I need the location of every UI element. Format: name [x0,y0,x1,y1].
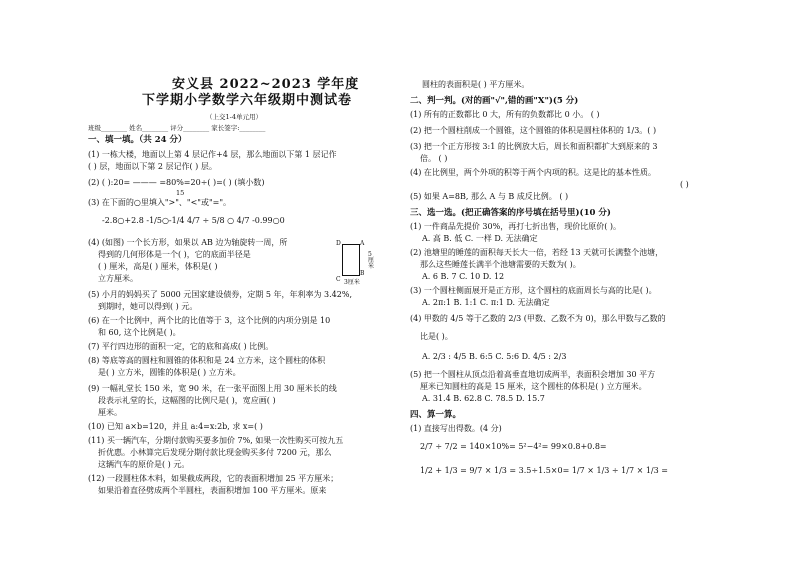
judge-2: (2) 把一个圆柱削成一个圆锥，这个圆锥的体积是圆柱体积的 1/3。( ) [410,126,657,135]
vertex-a-label: A [360,240,365,247]
q5-line-a: (5) 小月的妈妈买了 5000 元国家建设债券，定期 5 年，年利率为 3.42%, [88,290,352,299]
student-info-line: 班级________ 姓名________ 评分________ 家长签字:________ [88,124,266,132]
q10-line: (10) 已知 a×b=120，并且 a:4=x:2b, 求 x=( ) [88,422,263,431]
judge-1: (1) 所有的正数都比 0 大，所有的负数都比 0 小。 ( ) [410,110,600,119]
exam-scope: （上交1-4单元用） [206,113,262,121]
judge-4-b: ( ) [680,180,689,189]
q11-line-b: 折优惠。小林算完后发现分期付款比现金购买多付 7200 元，那么 [98,448,332,457]
vertex-d-label: D [336,240,341,247]
width-label: 3厘米 [344,279,360,286]
section-4-heading: 四、算一算。 [410,410,462,420]
q4-line-a: (4) (如图) 一个长方形，如果以 AB 边为轴旋转一周，所 [88,238,288,247]
q8-line-a: (8) 等底等高的圆柱和圆锥的体积和是 24 立方米，这个圆柱的体积 [88,356,326,365]
choice-5-options: A. 31.4 B. 62.8 C. 78.5 D. 15.7 [422,394,545,403]
q1-line-a: (1) 一栋大楼，地面以上第 4 层记作+4 层，那么地面以下第 1 层记作 [88,150,337,159]
q11-line-a: (11) 买一辆汽车，分期付款购买要多加价 7%, 如果一次性购买可按九五 [88,436,344,445]
choice-2-a: (2) 池塘里的睡莲的面积每天长大一倍，若经 13 天就可长满整个池塘， [410,248,664,257]
rectangle-shape [342,244,360,276]
judge-3-b: 倍。 ( ) [420,154,448,163]
section-2-heading: 二、判一判。(对的画"√",错的画"X")(5 分) [410,96,579,106]
q1-line-b: ( ) 层，地面以下第 2 层记作( ) 层。 [88,162,217,171]
q2-fraction-denominator: 15 [176,189,185,197]
calc-1-heading: (1) 直接写出得数。(4 分) [410,424,502,433]
choice-5-a: (5) 把一个圆柱从顶点沿着高垂直地切成两半，表面积会增加 30 平方 [410,370,656,379]
q2-line: (2) ( ):20= ——— =80%=20÷( )=( ) (填小数) [88,178,265,187]
section-3-heading: 三、选一选。(把正确答案的序号填在括号里)(10 分) [410,208,611,218]
height-label: 5厘米 [368,251,375,270]
q3-comparisons: -2.8○+2.8 -1/5○-1/4 4/7 ÷ 5/8 ○ 4/7 -0.99○0 [102,216,285,225]
q9-line-b: 段表示礼堂的长，这幅图的比例尺是( )，宽应画( ) [98,396,276,405]
q12-line-b: 如果沿着直径劈成两个半圆柱，表面积增加 100 平方厘米。原来 [98,486,327,495]
q5-line-b: 到期时，她可以得到( ) 元。 [98,302,198,311]
choice-2-b: 那么这些睡莲长满半个池塘需要的天数为( )。 [420,260,581,269]
vertex-c-label: C [336,276,341,283]
q9-line-c: 厘米。 [98,408,122,417]
choice-5-b: 厘米已知圆柱的高是 15 厘米，这个圆柱的体积是( ) 立方厘米。 [420,382,647,391]
choice-1: (1) 一件商品先提价 30%，再打七折出售，现价比原价( )。 [410,222,621,231]
choice-1-options: A. 高 B. 低 C. 一样 D. 无法确定 [422,234,538,243]
q6-line-b: 和 60, 这个比例是( )。 [98,328,181,337]
calc-row-2: 1/2 + 1/3 = 9/7 × 1/3 = 3.5÷1.5×0= 1/7 × 1/3 ÷ 1/7 × 1/3 = [420,466,668,475]
section-1-heading: 一、填一填。（共 24 分） [88,135,187,145]
choice-4-b: 比是( )。 [420,332,453,341]
q9-line-a: (9) 一幅礼堂长 150 米，宽 90 米，在一张平面图上用 30 厘米长的线 [88,384,337,393]
q8-line-b: 是( ) 立方米，圆锥的体积是( ) 立方米。 [98,368,241,377]
q6-line-a: (6) 在一个比例中，两个比的比值等于 3，这个比例的内项分别是 10 [88,316,331,325]
exam-title-line1: 安义县 2022~2023 学年度 [172,77,360,92]
q11-line-c: 这辆汽车的原价是( ) 元。 [98,460,190,469]
judge-5: (5) 如果 A=8B, 那么 A 与 B 成反比例。 ( ) [410,192,569,201]
q3-line: (3) 在下面的○里填入">"、"<"或"="。 [88,198,232,207]
rectangle-figure [332,240,392,288]
choice-3-options: A. 2π:1 B. 1:1 C. π:1 D. 无法确定 [422,298,550,307]
q12-continued: 圆柱的表面积是( ) 平方厘米。 [422,80,530,89]
vertex-b-label: B [360,270,365,277]
q4-line-c: ( ) 厘米，高是( ) 厘米，体积是( ) [98,262,218,271]
q12-line-a: (12) 一段圆柱体木料，如果截成两段，它的表面积增加 25 平方厘米； [88,474,339,483]
calc-row-1: 2/7 ÷ 7/2 = 140×10%= 5²−4²= 99×0.8+0.8= [420,442,607,451]
q7-line: (7) 平行四边形的面积一定，它的底和高成( ) 比例。 [88,342,274,351]
judge-4-a: (4) 在比例里，两个外项的积等于两个内项的积。这是比的基本性质。 [410,168,656,177]
choice-2-options: A. 6 B. 7 C. 10 D. 12 [422,272,505,281]
judge-3-a: (3) 把一个正方形按 3:1 的比例放大后，周长和面积都扩大到原来的 3 [410,142,658,151]
choice-4-a: (4) 甲数的 4/5 等于乙数的 2/3 (甲数、乙数不为 0)，那么甲数与乙数的 [410,314,666,323]
q4-line-d: 立方厘米。 [98,274,138,283]
choice-4-options: A. 2/3 : 4/5 B. 6:5 C. 5:6 D. 4/5 : 2/3 [422,352,567,361]
exam-title-line2: 下学期小学数学六年级期中测试卷 [142,93,353,108]
choice-3: (3) 一个圆柱侧面展开是正方形，这个圆柱的底面周长与高的比是( )。 [410,286,657,295]
q4-line-b: 得到的几何形体是一个( )，它的底面半径是 [98,250,251,259]
